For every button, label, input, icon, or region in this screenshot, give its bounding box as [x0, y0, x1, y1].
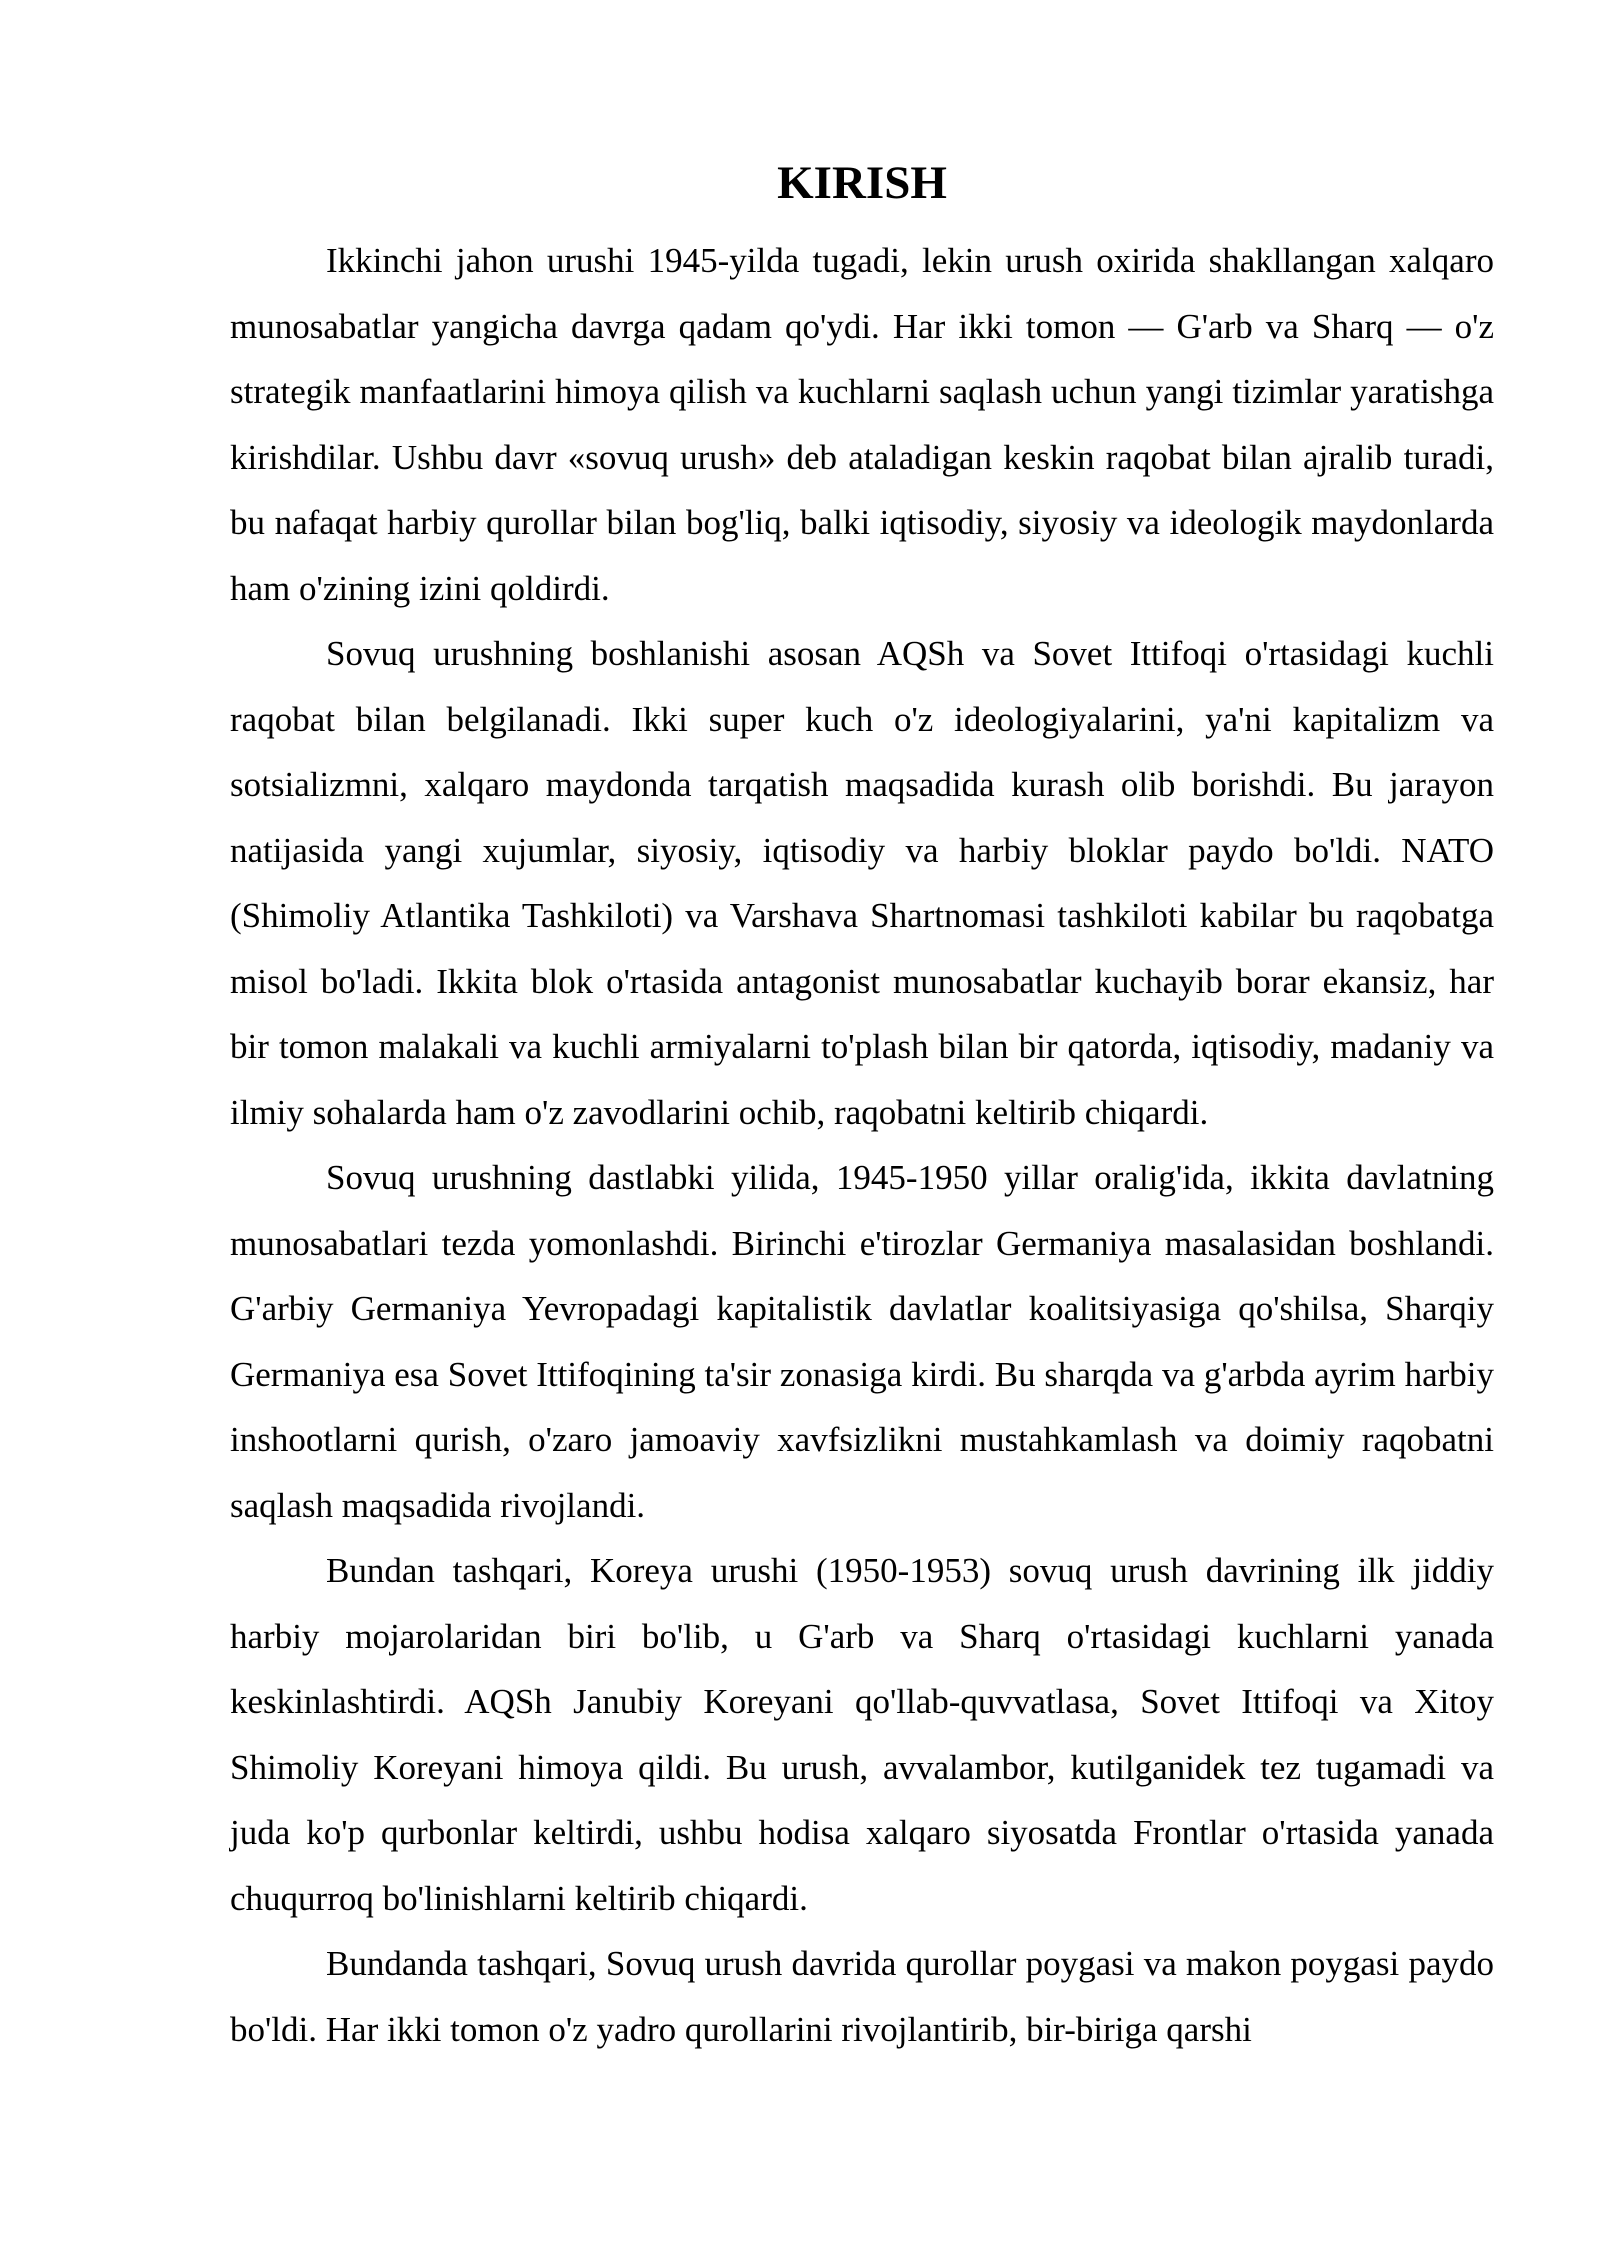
document-body — [230, 228, 1494, 2062]
paragraph-1: Ikkinchi jahon urushi 1945-yilda tugadi, lekin urush oxirida shakllangan xalqaro munosabatlar yangicha davrga qadam qo'ydi. Har ikki tomon — G'arb va Sharq — o'z strategik manfaatlarini himoya qilish va kuchlarni saqlash uchun yangi tizimlar yaratishga kirishdilar. Ushbu davr «sovuq urush» deb ataladigan keskin raqobat bilan ajralib turadi, bu nafaqat harbiy qurollar bilan bog'liq, balki iqtisodiy, siyosiy va ideologik maydonlarda ham o'zining izini qoldirdi. — [230, 241, 1494, 608]
paragraph-4: Bundan tashqari, Koreya urushi (1950-1953) sovuq urush davrining ilk jiddiy harbiy mojarolaridan biri bo'lib, u G'arb va Sharq o'rtasidagi kuchlarni yanada keskinlashtirdi. AQSh Janubiy Koreyani qo'llab-quvvatlasa, Sovet Ittifoqi va Xitoy Shimoliy Koreyani himoya qildi. Bu urush, avvalambor, kutilganidek tez tugamadi va juda ko'p qurbonlar keltirdi, ushbu hodisa xalqaro siyosatda Frontlar o'rtasida yanada chuqurroq bo'linishlarni keltirib chiqardi. — [230, 1551, 1494, 1918]
paragraph-5: Bundanda tashqari, Sovuq urush davrida qurollar poygasi va makon poygasi paydo bo'ldi. Har ikki tomon o'z yadro qurollarini rivojlantirib, bir-biriga qarshi — [230, 1944, 1494, 2049]
paragraph-2: Sovuq urushning boshlanishi asosan AQSh va Sovet Ittifoqi o'rtasidagi kuchli raqobat bilan belgilanadi. Ikki super kuch o'z ideologiyalarini, ya'ni kapitalizm va sotsializmni, xalqaro maydonda tarqatish maqsadida kurash olib borishdi. Bu jarayon natijasida yangi xujumlar, siyosiy, iqtisodiy va harbiy bloklar paydo bo'ldi. NATO (Shimoliy Atlantika Tashkiloti) va Varshava Shartnomasi tashkiloti kabilar bu raqobatga misol bo'ladi. Ikkita blok o'rtasida antagonist munosabatlar kuchayib borar ekansiz, har bir tomon malakali va kuchli armiyalarni to'plash bilan bir qatorda, iqtisodiy, madaniy va ilmiy sohalarda ham o'z zavodlarini ochib, raqobatni keltirib chiqardi. — [230, 634, 1494, 1132]
paragraph-3: Sovuq urushning dastlabki yilida, 1945-1950 yillar oralig'ida, ikkita davlatning munosabatlari tezda yomonlashdi. Birinchi e'tirozlar Germaniya masalasidan boshlandi. G'arbiy Germaniya Yevropadagi kapitalistik davlatlar koalitsiyasiga qo'shilsa, Sharqiy Germaniya esa Sovet Ittifoqining ta'sir zonasiga kirdi. Bu sharqda va g'arbda ayrim harbiy inshootlarni qurish, o'zaro jamoaviy xavfsizlikni mustahkamlash va doimiy raqobatni saqlash maqsadida rivojlandi. — [230, 1158, 1494, 1525]
page-title: KIRISH — [777, 157, 947, 209]
